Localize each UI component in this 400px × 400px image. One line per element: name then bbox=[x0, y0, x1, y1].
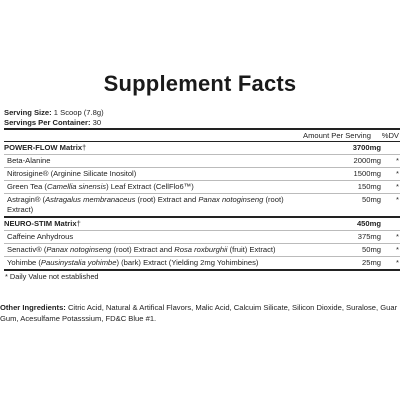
blend-dv bbox=[381, 218, 400, 230]
other-ingredients-label: Other Ingredients: bbox=[0, 303, 66, 312]
blend-name: POWER-FLOW Matrix† bbox=[4, 143, 87, 152]
ingredient-name: Yohimbe (Pausinystalia yohimbe) (bark) Extract (Yielding 2mg Yohimbines) bbox=[7, 258, 259, 267]
ingredient-row bbox=[4, 193, 400, 216]
ingredient-amount: 50mg bbox=[362, 245, 381, 254]
ingredient-dv: * bbox=[396, 245, 399, 254]
amount-header: Amount Per Serving bbox=[303, 131, 371, 140]
ingredient-amount: 2000mg bbox=[353, 156, 381, 165]
ingredient-dv: * bbox=[396, 156, 399, 165]
ingredient-row bbox=[4, 154, 400, 167]
dv-header: %DV bbox=[381, 131, 399, 140]
ingredient-dv: * bbox=[396, 182, 399, 191]
ingredient-row bbox=[4, 167, 400, 180]
ingredient-dv: * bbox=[396, 169, 399, 178]
serving-size-label: Serving Size: bbox=[4, 108, 52, 117]
ingredient-amount: 150mg bbox=[357, 182, 381, 191]
ingredient-amount: 375mg bbox=[357, 232, 381, 241]
ingredient-name: Senactiv® (Panax notoginseng (root) Extract and Rosa roxburghii (fruit) Extract) bbox=[7, 245, 276, 254]
ingredient-name: Green Tea (Camellia sinensis) Leaf Extract (CellFlo6™) bbox=[7, 182, 194, 191]
blend-row bbox=[4, 218, 400, 230]
ingredient-dv: * bbox=[396, 258, 399, 267]
blend-amount: 3700mg bbox=[352, 143, 381, 152]
ingredient-row bbox=[4, 230, 400, 243]
servings-value: 30 bbox=[90, 118, 102, 127]
ingredient-dv: * bbox=[396, 195, 399, 204]
dagger-symbol: † bbox=[82, 143, 87, 152]
other-ingredients-text: Citric Acid, Natural & Artifical Flavors, Malic Acid, Calcuim Silicate, Silicon Dioxide, Suralose, Guar Gum, Acesulfame Potasssium, FD&C Blue #1. bbox=[0, 303, 398, 323]
ingredient-name: Nitrosigine® (Arginine Silicate Inositol) bbox=[7, 169, 137, 178]
ingredient-name: Astragin® (Astragalus membranaceus (root) Extract and Panax notoginseng (root) Extract) bbox=[7, 195, 284, 214]
other-ingredients bbox=[0, 302, 398, 324]
ingredient-amount: 25mg bbox=[362, 258, 381, 267]
dv-footnote: * Daily Value not established bbox=[5, 272, 99, 281]
blend-amount: 450mg bbox=[356, 219, 381, 228]
ingredient-name: Beta-Alanine bbox=[7, 156, 51, 165]
page-title: Supplement Facts bbox=[103, 71, 297, 96]
supplement-facts-panel bbox=[4, 108, 400, 282]
dagger-symbol: † bbox=[76, 219, 81, 228]
servings-per-container bbox=[4, 118, 400, 128]
ingredient-row bbox=[4, 243, 400, 256]
ingredient-amount: 50mg bbox=[362, 195, 381, 204]
serving-size bbox=[4, 108, 400, 118]
ingredient-name: Caffeine Anhydrous bbox=[7, 232, 74, 241]
ingredient-dv: * bbox=[396, 232, 399, 241]
blend-row bbox=[4, 142, 400, 154]
ingredient-row bbox=[4, 256, 400, 269]
ingredient-amount: 1500mg bbox=[353, 169, 381, 178]
blend-name: NEURO-STIM Matrix† bbox=[4, 219, 81, 228]
column-header bbox=[4, 130, 400, 141]
blend-dv bbox=[381, 142, 400, 154]
servings-label: Servings Per Container: bbox=[4, 118, 91, 127]
ingredient-table bbox=[4, 142, 400, 269]
serving-size-value: 1 Scoop (7.8g) bbox=[51, 108, 104, 117]
ingredient-row bbox=[4, 180, 400, 193]
